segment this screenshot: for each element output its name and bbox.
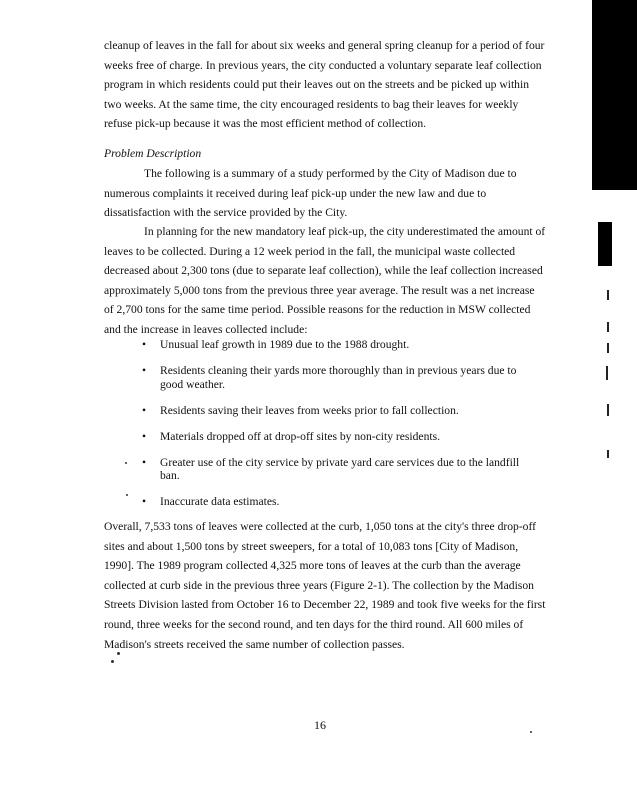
list-item — [140, 456, 540, 483]
list-item-text: Residents saving their leaves from weeks prior to fall collection. — [160, 403, 459, 417]
list-item-text: Residents cleaning their yards more thoroughly than in previous years due to good weather. — [160, 364, 517, 391]
overall-paragraph: Overall, 7,533 tons of leaves were collected at the curb, 1,050 tons at the city's three drop-off sites and about 1,500 tons by street sweepers, for a total of 10,083 tons [City of Madison, 1990]. The 1989 program collected 4,325 more tons of leaves at the curb than the average collected at curb side in the previous three years (Figure 2-1). The collection by the Madison Streets Division lasted from October 16 to December 22, 1989 and took five weeks for the first round, three weeks for the second round, and ten days for the third round. All 600 miles of Madison's streets received the same number of collection passes. — [104, 520, 546, 651]
scan-edge-tick — [607, 343, 609, 353]
planning-paragraph-block — [104, 222, 546, 340]
scan-speck — [111, 660, 114, 663]
bullet-marker: • — [142, 338, 147, 351]
scan-speck — [117, 652, 120, 655]
scan-edge-tick — [606, 366, 608, 380]
summary-paragraph-block — [104, 164, 546, 223]
list-item-text: Materials dropped off at drop-off sites by non-city residents. — [160, 429, 441, 443]
scan-edge-mark — [598, 222, 612, 266]
scan-edge-bar — [592, 0, 637, 190]
bullet-marker: • — [142, 495, 147, 508]
top-paragraph-block — [104, 36, 546, 134]
list-item — [140, 338, 540, 352]
list-item — [140, 404, 540, 418]
top-paragraph: cleanup of leaves in the fall for about six weeks and general spring cleanup for a period of four weeks free of charge. In previous years, the city conducted a voluntary separate leaf collection program in which residents could put their leaves out on the streets and be picked up within two weeks. At the same time, the city encouraged residents to bag their leaves for weekly refuse pick-up because it was the most efficient method of collection. — [104, 39, 545, 131]
bullet-marker: • — [142, 429, 147, 443]
planning-paragraph: In planning for the new mandatory leaf pick-up, the city underestimated the amount of leaves to be collected. During a 12 week period in the fall, the municipal waste collected decreased about 2,300 tons (due to separate leaf collection), while the leaf collection increased approximately 5,000 tons from the previous three year average. The result was a net increase of 2,700 tons for the same time period. Possible reasons for the reduction in MSW collected and the increase in leaves collected include: — [104, 225, 546, 336]
scan-speck — [530, 731, 532, 733]
list-item-text: Inaccurate data estimates. — [160, 495, 280, 508]
summary-paragraph: The following is a summary of a study performed by the City of Madison due to numerous complaints it received during leaf pick-up under the new law and due to dissatisfaction with the service provided by the City. — [104, 167, 517, 220]
scan-edge-tick — [607, 450, 609, 458]
scan-speck — [125, 462, 127, 464]
list-item — [140, 430, 540, 444]
list-item — [140, 364, 540, 391]
section-heading: Problem Description — [104, 147, 202, 160]
list-item-text: Greater use of the city service by private yard care services due to the landfill ban. — [160, 455, 520, 482]
page-number: 16 — [314, 718, 326, 732]
overall-paragraph-block — [104, 517, 546, 654]
scan-speck — [126, 494, 128, 496]
scan-edge-tick — [607, 290, 609, 300]
list-item-text: Unusual leaf growth in 1989 due to the 1988 drought. — [160, 338, 410, 351]
scan-edge-tick — [607, 322, 609, 332]
bullet-marker: • — [142, 364, 147, 377]
reasons-list — [140, 338, 540, 521]
list-item — [140, 495, 540, 509]
bullet-marker: • — [142, 455, 147, 469]
scan-edge-tick — [607, 404, 609, 416]
bullet-marker: • — [142, 403, 147, 417]
